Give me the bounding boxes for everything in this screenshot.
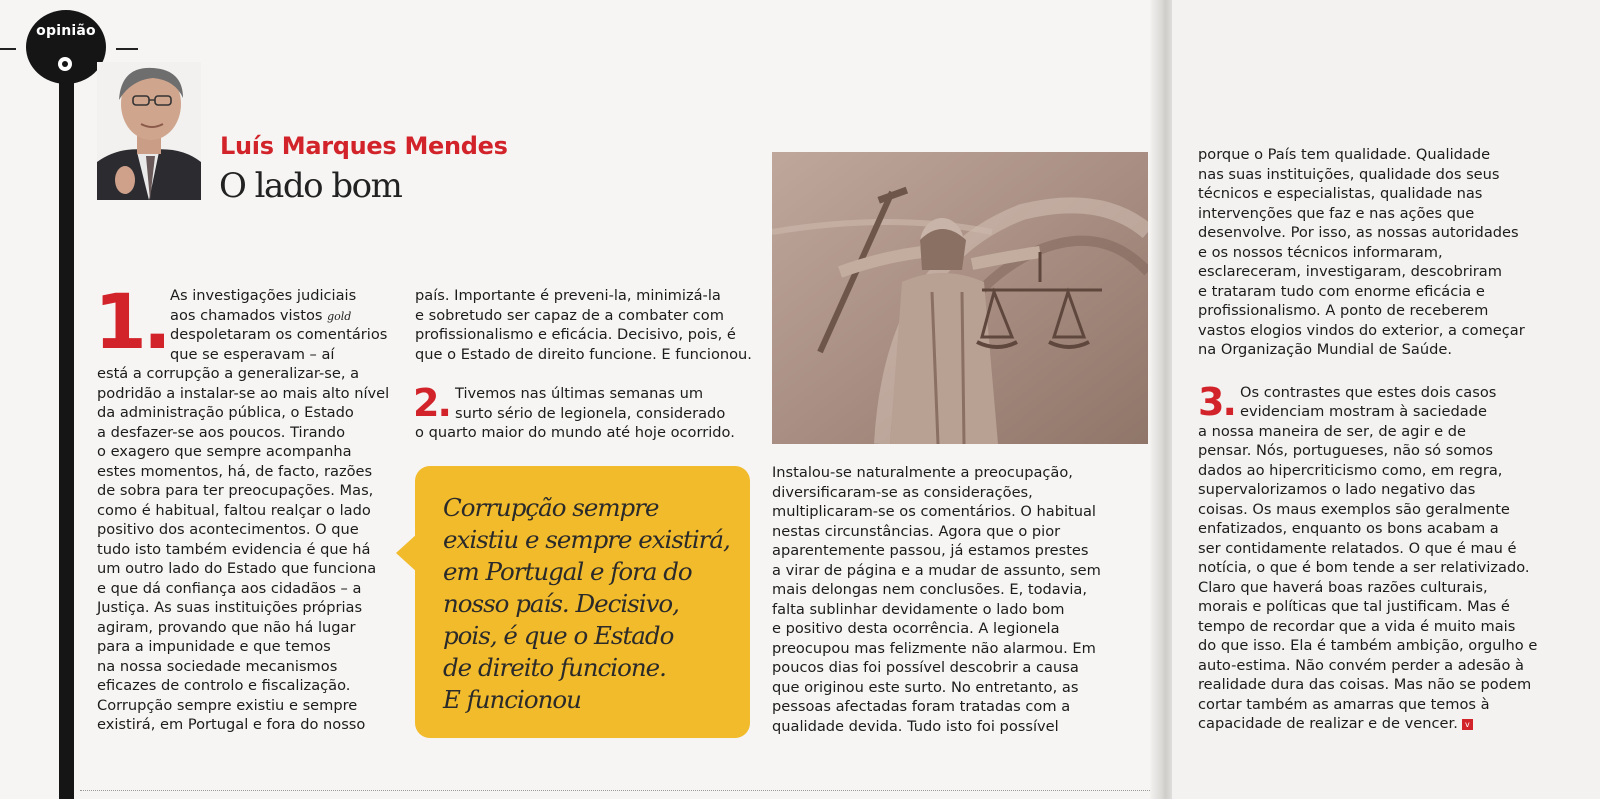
- article-title: O lado bom: [219, 166, 402, 206]
- body-line: técnicos e especialistas, qualidade nas: [1198, 185, 1483, 202]
- body-line: pensar. Nós, portugueses, não só somos: [1198, 442, 1494, 459]
- emphasis-gold: gold: [327, 310, 352, 323]
- body-line: e os nossos técnicos informaram,: [1198, 244, 1443, 261]
- body-line: morais e políticas que tal justificam. Mas é: [1198, 598, 1510, 615]
- body-line: ser contidamente relatados. O que é mau é: [1198, 540, 1517, 557]
- author-name: Luís Marques Mendes: [220, 132, 508, 160]
- body-line: da administração pública, o Estado: [97, 404, 354, 421]
- body-line: existirá, em Portugal e fora do nosso: [97, 716, 366, 733]
- badge-rule-right: [116, 48, 138, 50]
- body-line: Corrupção sempre existiu e sempre: [97, 697, 358, 714]
- body-line: a desfazer-se aos poucos. Tirando: [97, 424, 345, 441]
- body-line: o exagero que sempre acompanha: [97, 443, 352, 460]
- pull-quote-line: pois, é que o Estado: [443, 621, 674, 650]
- body-line: podridão a instalar-se ao mais alto nível: [97, 385, 390, 402]
- body-line: cortar também as amarras que temos à: [1198, 696, 1490, 713]
- body-line: país. Importante é preveni-la, minimizá-la: [415, 287, 721, 304]
- body-line: enfatizados, enquanto os bons acabam a: [1198, 520, 1499, 537]
- body-line: e positivo desta ocorrência. A legionela: [772, 620, 1060, 637]
- body-line: que o Estado de direito funcione. E funcionou.: [415, 346, 752, 363]
- body-line: tempo de recordar que a vida é muito mais: [1198, 618, 1516, 635]
- body-line: esclareceram, investigaram, descobriram: [1198, 263, 1502, 280]
- body-line: como é habitual, faltou realçar o lado: [97, 502, 371, 519]
- section-bar: [59, 62, 74, 799]
- body-line: um outro lado do Estado que funciona: [97, 560, 377, 577]
- pull-quote-line: Corrupção sempre: [443, 493, 659, 522]
- body-line: preocupou mas felizmente não alarmou. Em: [772, 640, 1096, 657]
- body-line: notícia, o que é bom tende a ser relativizado.: [1198, 559, 1530, 576]
- body-line: Justiça. As suas instituições próprias: [97, 599, 363, 616]
- end-of-article-icon: v: [1462, 719, 1473, 730]
- body-line: a nossa maneira de ser, de agir e de: [1198, 423, 1466, 440]
- body-line: está a corrupção a generalizar-se, a: [97, 365, 360, 382]
- body-line: aos chamados vistos gold: [170, 307, 352, 324]
- body-line: As investigações judiciais: [170, 287, 357, 304]
- justice-relief-icon: [772, 152, 1148, 444]
- body-line: a virar de página e a mudar de assunto, sem: [772, 562, 1101, 579]
- body-line: realidade dura das coisas. Mas não se podem: [1198, 676, 1532, 693]
- body-line: para a impunidade e que temos: [97, 638, 331, 655]
- body-line: profissionalismo e eficácia. Decisivo, pois, é: [415, 326, 736, 343]
- body-line: evidenciam mostram à saciedade: [1240, 403, 1487, 420]
- badge-dot: [58, 57, 72, 71]
- body-line: que originou este surto. No entretanto, as: [772, 679, 1079, 696]
- body-line: Claro que haverá boas razões culturais,: [1198, 579, 1488, 596]
- body-line: e sobretudo ser capaz de a combater com: [415, 307, 724, 324]
- section-number-2: 2.: [413, 381, 450, 425]
- body-line: nas suas instituições, qualidade dos seus: [1198, 166, 1500, 183]
- section-label: opinião: [36, 23, 96, 39]
- body-line: estes momentos, há, de facto, razões: [97, 463, 373, 480]
- bottom-rule: [80, 790, 1150, 792]
- body-line: Tivemos nas últimas semanas um: [455, 385, 704, 402]
- body-line: que se esperavam – aí: [170, 346, 335, 363]
- body-line: despoletaram os comentários: [170, 326, 388, 343]
- body-line: supervalorizamos o lado negativo das: [1198, 481, 1476, 498]
- body-line: agiram, provando que não há lugar: [97, 619, 356, 636]
- body-line: intervenções que faz e nas ações que: [1198, 205, 1475, 222]
- pull-quote-line: de direito funcione.: [443, 653, 666, 682]
- body-line: auto-estima. Não convém perder a adesão à: [1198, 657, 1524, 674]
- badge-rule-left: [0, 48, 16, 50]
- body-line: porque o País tem qualidade. Qualidade: [1198, 146, 1491, 163]
- body-line: do que isso. Ela é também ambição, orgulho e: [1198, 637, 1538, 654]
- pull-quote-line: em Portugal e fora do: [443, 557, 692, 586]
- body-line: positivo dos acontecimentos. O que: [97, 521, 359, 538]
- body-line: capacidade de realizar e de vencer. v: [1198, 714, 1473, 733]
- body-line: pessoas afectadas foram tratadas com a: [772, 698, 1071, 715]
- body-line: e trataram tudo com enorme eficácia e: [1198, 283, 1485, 300]
- body-line: surto sério de legionela, considerado: [455, 405, 726, 422]
- body-line: mais delongas nem conclusões. E, todavia,: [772, 581, 1088, 598]
- author-portrait-icon: [97, 62, 201, 200]
- body-line: o quarto maior do mundo até hoje ocorrido.: [415, 424, 735, 441]
- body-line: desenvolve. Por isso, as nossas autoridades: [1198, 224, 1519, 241]
- body-line: aparentemente passou, já estamos prestes: [772, 542, 1089, 559]
- body-line: profissionalismo. A ponto de receberem: [1198, 302, 1489, 319]
- body-line: qualidade devida. Tudo isto foi possível: [772, 718, 1059, 735]
- body-line: na Organização Mundial de Saúde.: [1198, 341, 1452, 358]
- body-line: tudo isto também evidencia é que há: [97, 541, 371, 558]
- body-line: multiplicaram-se os comentários. O habitual: [772, 503, 1096, 520]
- body-line: dados ao hipercriticismo como, em regra,: [1198, 462, 1503, 479]
- pull-quote-line: E funcionou: [443, 685, 581, 714]
- body-line: e que dá confiança aos cidadãos – a: [97, 580, 362, 597]
- section-number-3: 3.: [1198, 380, 1235, 424]
- body-line: coisas. Os maus exemplos são geralmente: [1198, 501, 1510, 518]
- body-line: na nossa sociedade mecanismos: [97, 658, 338, 675]
- body-line: nestas circunstâncias. Agora que o pior: [772, 523, 1061, 540]
- body-line: Instalou-se naturalmente a preocupação,: [772, 464, 1073, 481]
- section-number-1: 1.: [94, 277, 168, 366]
- pull-quote-line: existiu e sempre existirá,: [443, 525, 730, 554]
- section-badge: [26, 10, 106, 84]
- body-line: de sobra para ter preocupações. Mas,: [97, 482, 374, 499]
- pull-quote-line: nosso país. Decisivo,: [443, 589, 679, 618]
- body-line: eficazes de controlo e fiscalização.: [97, 677, 351, 694]
- body-line: diversificaram-se as considerações,: [772, 484, 1033, 501]
- body-line: Os contrastes que estes dois casos: [1240, 384, 1497, 401]
- body-line: poucos dias foi possível descobrir a causa: [772, 659, 1079, 676]
- body-line: falta sublinhar devidamente o lado bom: [772, 601, 1065, 618]
- body-line: vastos elogios vindos do exterior, a começar: [1198, 322, 1525, 339]
